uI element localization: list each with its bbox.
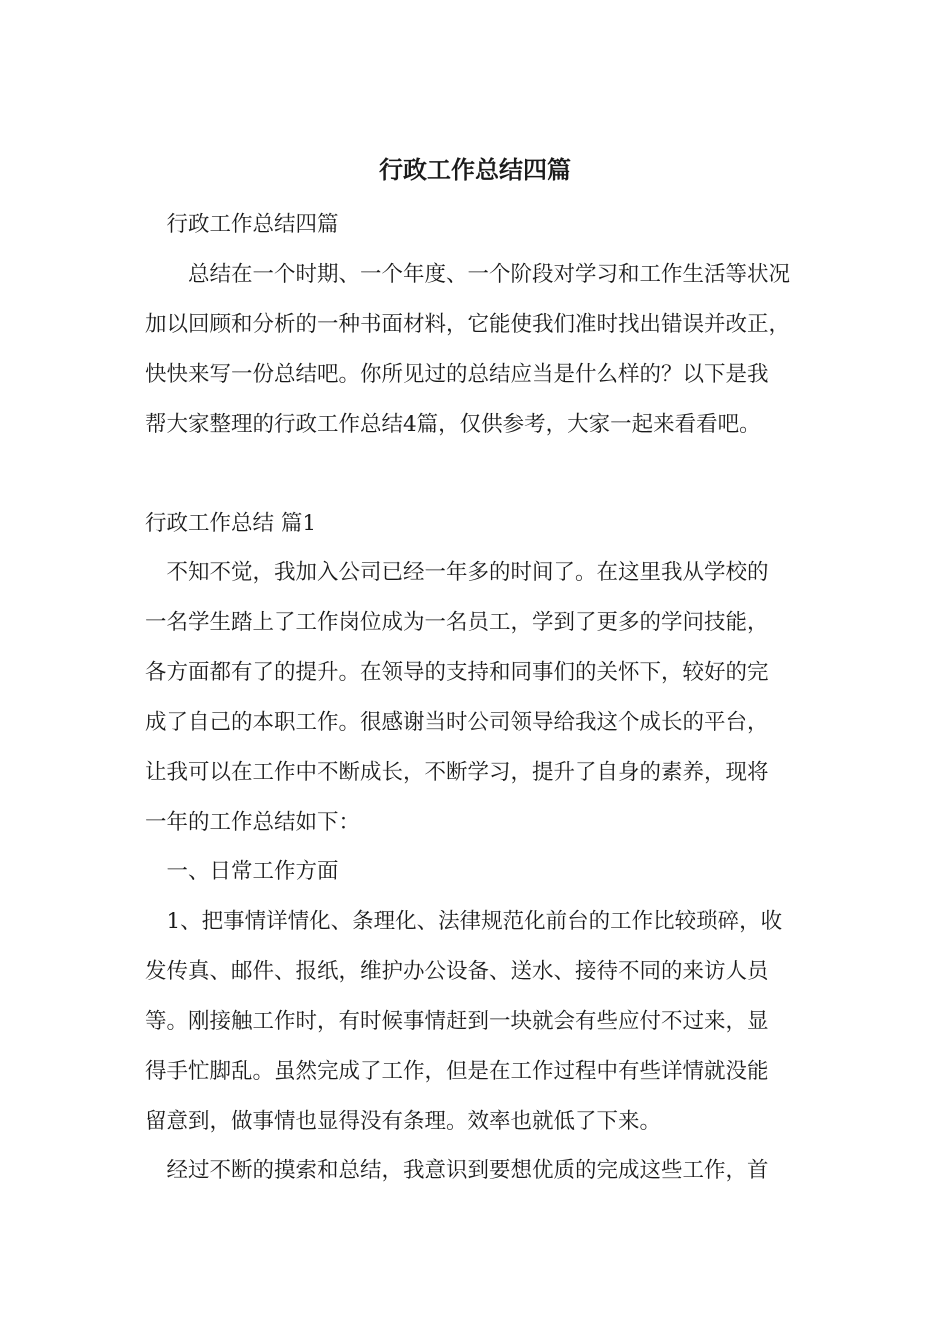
text-line: 一年的工作总结如下： <box>145 810 361 835</box>
text-line: 留意到，做事情也显得没有条理。效率也就低了下来。 <box>145 1109 662 1134</box>
text-line: 帮大家整理的行政工作总结4篇，仅供参考，大家一起来看看吧。 <box>145 412 761 437</box>
text-line: 一名学生踏上了工作岗位成为一名员工，学到了更多的学问技能， <box>145 610 769 635</box>
text-line: 让我可以在工作中不断成长，不断学习，提升了自身的素养，现将 <box>145 760 769 785</box>
text-line: 不知不觉，我加入公司已经一年多的时间了。在这里我从学校的 <box>145 560 769 585</box>
section-heading: 行政工作总结 篇1 <box>145 511 317 536</box>
text-line: 得手忙脚乱。虽然完成了工作，但是在工作过程中有些详情就没能 <box>145 1059 769 1084</box>
text-line: 发传真、邮件、报纸，维护办公设备、送水、接待不同的来访人员 <box>145 959 769 984</box>
text-line: 总结在一个时期、一个年度、一个阶段对学习和工作生活等状况 <box>145 262 791 287</box>
text-line: 加以回顾和分析的一种书面材料，它能使我们准时找出错误并改正， <box>145 312 791 337</box>
text-line: 各方面都有了的提升。在领导的支持和同事们的关怀下，较好的完 <box>145 660 769 685</box>
text-line: 1、把事情详情化、条理化、法律规范化前台的工作比较琐碎，收 <box>145 909 783 934</box>
text-line: 快快来写一份总结吧。你所见过的总结应当是什么样的？以下是我 <box>145 362 769 387</box>
text-line: 经过不断的摸索和总结，我意识到要想优质的完成这些工作，首 <box>145 1158 769 1183</box>
text-line: 成了自己的本职工作。很感谢当时公司领导给我这个成长的平台， <box>145 710 769 735</box>
document-title: 行政工作总结四篇 <box>379 155 571 184</box>
text-line: 等。刚接触工作时，有时候事情赶到一块就会有些应付不过来，显 <box>145 1009 769 1034</box>
subtitle-line: 行政工作总结四篇 <box>145 212 339 237</box>
subheading-line: 一、日常工作方面 <box>145 859 339 884</box>
